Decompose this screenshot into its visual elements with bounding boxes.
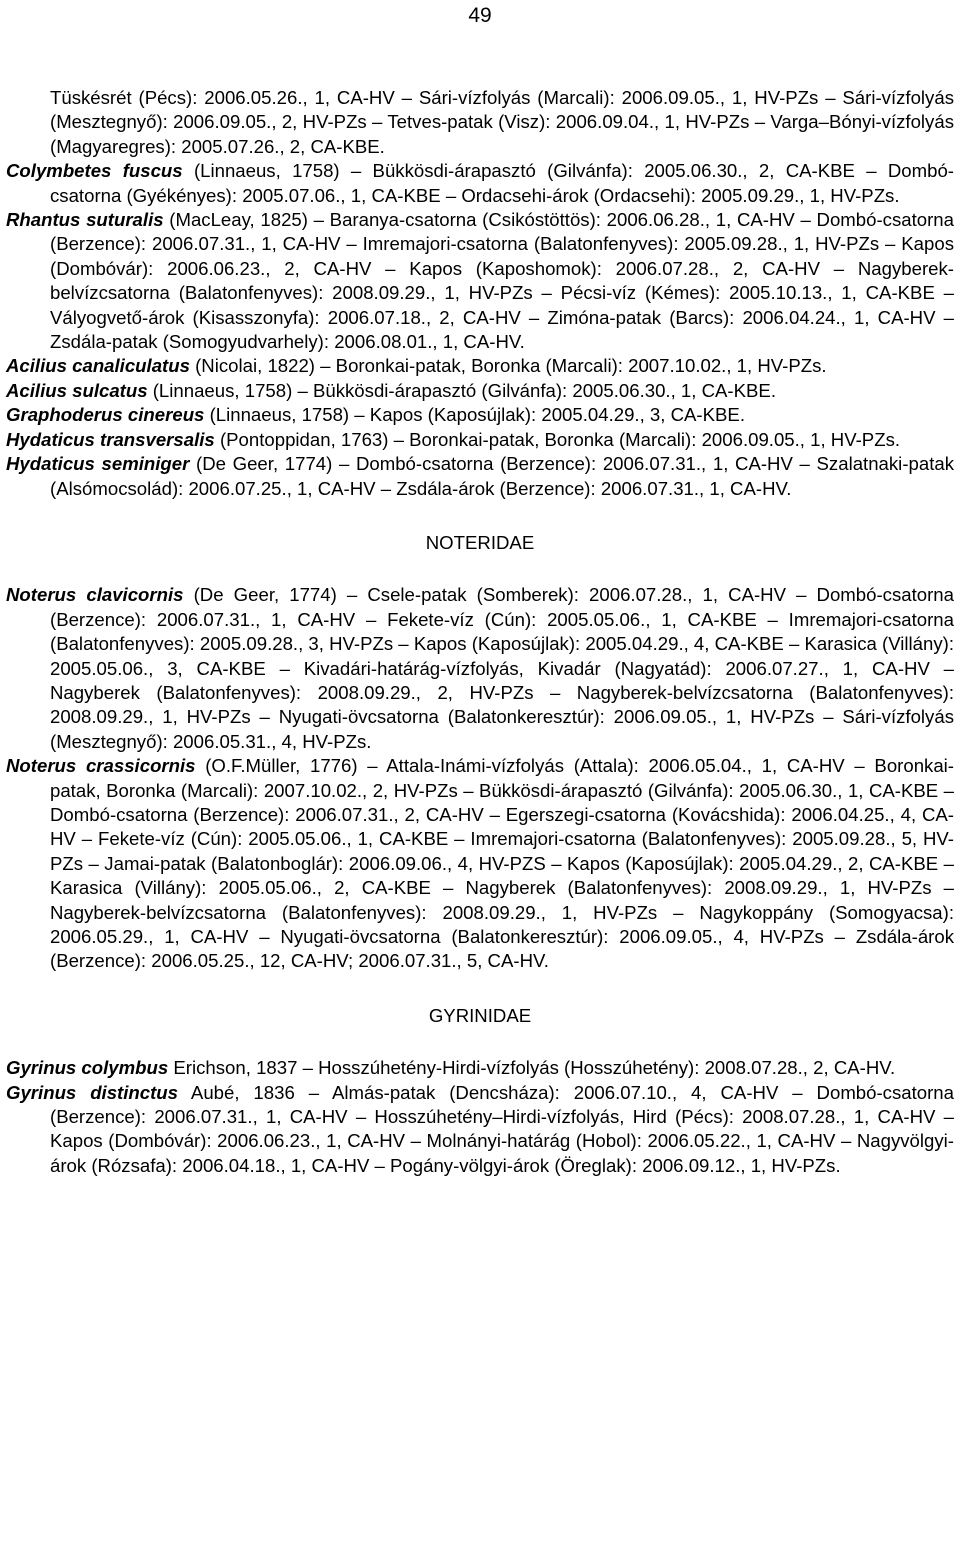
record-text: (De Geer, 1774) – Dombó-csatorna (Berzence): 2006.07.31., 1, CA-HV – Szalatnaki-patak (Alsómocsolád): 2006.07.25., 1, CA-HV – Zsdála-árok (Berzence): 2006.07.31., 1, CA-HV. [50, 453, 954, 499]
record-text: (Linnaeus, 1758) – Kapos (Kaposújlak): 2005.04.29., 3, CA-KBE. [204, 404, 745, 426]
record-text: (Linnaeus, 1758) – Bükkösdi-árapasztó (Gilvánfa): 2005.06.30., 2, CA-KBE – Dombó-csatorna (Gyékényes): 2005.07.06., 1, CA-KBE – Ordacsehi-árok (Ordacsehi): 2005.09.29., 1, HV-PZs. [50, 160, 955, 206]
record-text: Tüskésrét (Pécs): 2006.05.26., 1, CA-HV – Sári-vízfolyás (Marcali): 2006.09.05., 1, HV-PZs – Sári-vízfolyás (Mesztegnyő): 2006.09.05., 2, HV-PZs – Tetves-patak (Visz): 2006.09.04., 1, HV-PZs – Varga–Bónyi-vízfolyás (Magyaregres): 2005.07.26., 2, CA-KBE. [50, 87, 954, 157]
species-name: Gyrinus colymbus [6, 1057, 169, 1079]
record-text: Erichson, 1837 – Hosszúhetény-Hirdi-vízfolyás (Hosszúhetény): 2008.07.28., 2, CA-HV. [168, 1057, 896, 1079]
species-record [6, 428, 954, 452]
record-paragraph [6, 86, 954, 159]
species-record [6, 1056, 954, 1080]
record-text: (Pontoppidan, 1763) – Boronkai-patak, Boronka (Marcali): 2006.09.05., 1, HV-PZs. [214, 428, 901, 450]
species-name: Hydaticus seminiger [6, 453, 190, 475]
record-text: (Nicolai, 1822) – Boronkai-patak, Boronka (Marcali): 2007.10.02., 1, HV-PZs. [189, 355, 827, 377]
species-name: Noterus crassicornis [6, 755, 196, 777]
species-name: Hydaticus transversalis [6, 428, 215, 450]
record-text: (Linnaeus, 1758) – Bükkösdi-árapasztó (Gilvánfa): 2005.06.30., 1, CA-KBE. [147, 379, 776, 401]
species-name: Acilius canaliculatus [6, 355, 190, 377]
species-record [6, 159, 954, 208]
species-name: Acilius sulcatus [6, 379, 148, 401]
species-record [6, 583, 954, 754]
species-record [6, 208, 954, 354]
species-name: Rhantus suturalis [6, 209, 164, 231]
species-record [6, 354, 954, 378]
document-body [6, 86, 954, 1178]
species-name: Noterus clavicornis [6, 584, 184, 606]
species-name: Graphoderus cinereus [6, 404, 205, 426]
record-text: (MacLeay, 1825) – Baranya-csatorna (Csikóstöttös): 2006.06.28., 1, CA-HV – Dombó-csatorna (Berzence): 2006.07.31., 1, CA-HV – Imremajori-csatorna (Balatonfenyves): 2005.09.28., 1, HV-PZs – Kapos (Dombóvár): 2006.06.23., 2, CA-HV – Kapos (Kaposhomok): 2006.07.28., 2, CA-HV – Nagyberek-belvízcsatorna (Balatonfenyves): 2008.09.29., 1, HV-PZs – Pécsi-víz (Kémes): 2005.10.13., 1, CA-KBE – Vályogvető-árok (Kisasszonyfa): 2006.07.18., 2, CA-HV – Zimóna-patak (Barcs): 2006.04.24., 1, CA-HV – Zsdála-patak (Somogyudvarhely): 2006.08.01., 1, CA-HV. [50, 209, 954, 353]
species-record [6, 403, 954, 427]
species-record [6, 754, 954, 974]
record-text: (De Geer, 1774) – Csele-patak (Somberek): 2006.07.28., 1, CA-HV – Dombó-csatorna (Berzence): 2006.07.31., 1, CA-HV – Fekete-víz (Cún): 2005.05.06., 1, CA-KBE – Imremajori-csatorna (Balatonfenyves): 2005.09.28., 3, HV-PZs – Kapos (Kaposújlak): 2005.04.29., 4, CA-KBE – Karasica (Villány): 2005.05.06., 3, CA-KBE – Kivadári-határág-vízfolyás, Kivadár (Nagyatád): 2006.07.27., 1, CA-HV – Nagyberek (Balatonfenyves): 2008.09.29., 2, HV-PZs – Nagyberek-belvízcsatorna (Balatonfenyves): 2008.09.29., 1, HV-PZs – Nyugati-övcsatorna (Balatonkeresztúr): 2006.09.05., 1, HV-PZs – Sári-vízfolyás (Mesztegnyő): 2006.05.31., 4, HV-PZs. [50, 584, 955, 752]
page-number: 49 [468, 4, 492, 27]
species-name: Gyrinus distinctus [6, 1081, 179, 1103]
record-text: Aubé, 1836 – Almás-patak (Dencsháza): 2006.07.10., 4, CA-HV – Dombó-csatorna (Berzence): 2006.07.31., 1, CA-HV – Hosszúhetény–Hirdi-vízfolyás, Hird (Pécs): 2008.07.28., 1, CA-HV – Kapos (Dombóvár): 2006.06.23., 1, CA-HV – Molnányi-határág (Hobol): 2006.05.22., 1, CA-HV – Nagyvölgyi-árok (Rózsafa): 2006.04.18., 1, CA-HV – Pogány-völgyi-árok (Öreglak): 2006.09.12., 1, HV-PZs. [50, 1081, 954, 1176]
species-record [6, 452, 954, 501]
species-record [6, 1081, 954, 1179]
section-heading-gyrinidae: GYRINIDAE [428, 1004, 532, 1026]
species-record [6, 379, 954, 403]
species-name: Colymbetes fuscus [6, 160, 183, 182]
record-text: (O.F.Müller, 1776) – Attala-Inámi-vízfolyás (Attala): 2006.05.04., 1, CA-HV – Boronkai-patak, Boronka (Marcali): 2007.10.02., 2, HV-PZs – Bükkösdi-árapasztó (Gilvánfa): 2005.06.30., 1, CA-KBE – Dombó-csatorna (Berzence): 2006.07.31., 2, CA-HV – Egerszegi-csatorna (Kovácshida): 2006.04.25., 4, CA-HV – Fekete-víz (Cún): 2005.05.06., 1, CA-KBE – Imremajori-csatorna (Balatonfenyves): 2005.09.28., 5, HV-PZs – Jamai-patak (Balatonboglár): 2006.09.06., 4, HV-PZS – Kapos (Kaposújlak): 2005.04.29., 2, CA-KBE – Karasica (Villány): 2005.05.06., 2, CA-KBE – Nagyberek (Balatonfenyves): 2008.09.29., 1, HV-PZs – Nagyberek-belvízcsatorna (Balatonfenyves): 2008.09.29., 1, HV-PZs – Nagykoppány (Somogyacsa): 2006.05.29., 1, CA-HV – Nyugati-övcsatorna (Balatonkeresztúr): 2006.09.05., 4, HV-PZs – Zsdála-árok (Berzence): 2006.05.25., 12, CA-HV; 2006.07.31., 5, CA-HV. [50, 755, 954, 972]
section-heading-noteridae: NOTERIDAE [425, 531, 535, 553]
